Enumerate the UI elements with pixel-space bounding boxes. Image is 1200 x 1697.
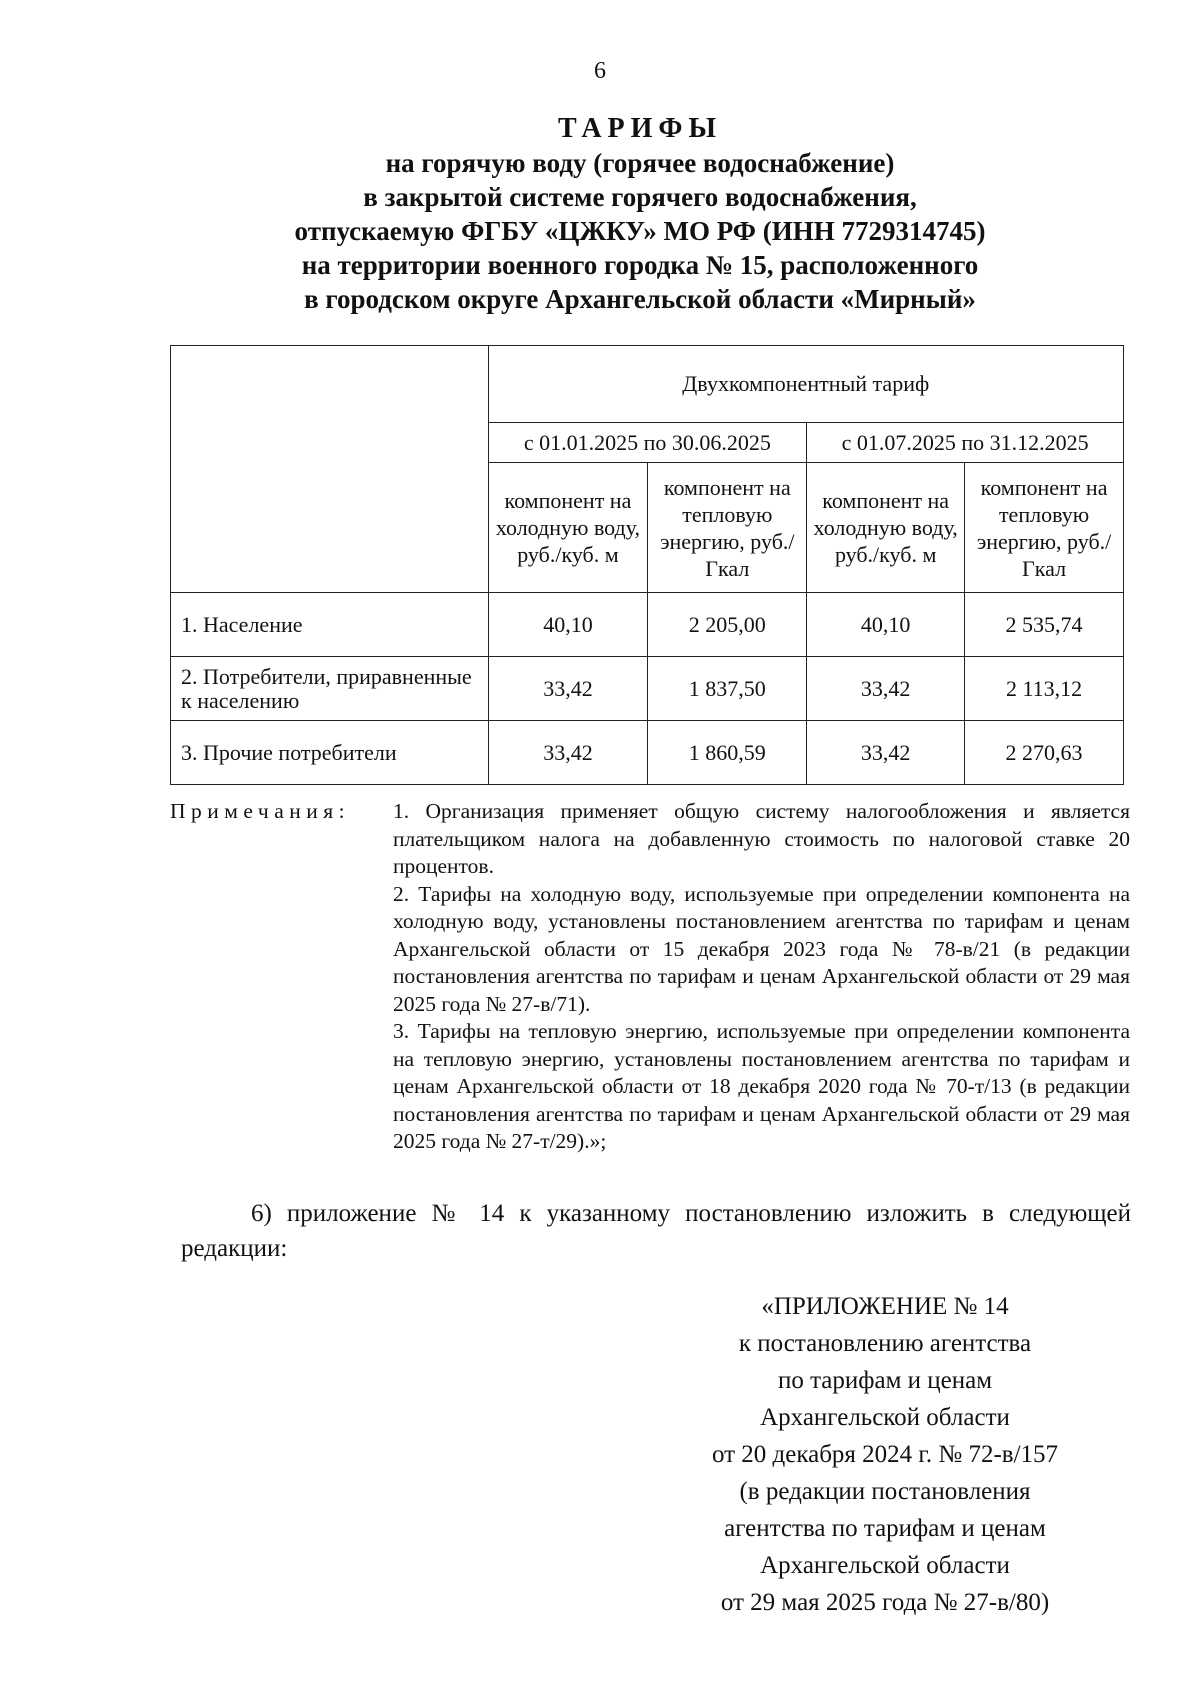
table-cell: 1 837,50: [648, 657, 807, 721]
amendment-paragraph: [181, 1196, 1131, 1266]
component-header: компонент на холодную воду, руб./куб. м: [488, 463, 648, 593]
appendix-line: к постановлению агентства: [738, 1330, 1032, 1357]
table-row: [171, 721, 1124, 785]
appendix-line: агентства по тарифам и ценам: [724, 1515, 1046, 1542]
title-line: отпускаемую ФГБУ «ЦЖКУ» МО РФ (ИНН 7729314745): [294, 216, 986, 246]
note-item: 1. Организация применяет общую систему налогообложения и является плательщиком налога на добавленную стоимость по налоговой ставке 20 процентов.: [393, 799, 1130, 878]
paragraph-text: 6) приложение № 14 к указанному постановлению изложить в следующей редакции:: [181, 1200, 1131, 1262]
table-cell: 1 860,59: [648, 721, 807, 785]
period-header: с 01.07.2025 по 31.12.2025: [807, 423, 1124, 463]
table-cell: 2 270,63: [965, 721, 1124, 785]
appendix-line: от 29 мая 2025 года № 27-в/80): [720, 1589, 1050, 1616]
title-line: на территории военного городка № 15, расположенного: [301, 250, 979, 280]
table-row: [171, 657, 1124, 721]
title-line: в городском округе Архангельской области «Мирный»: [304, 284, 976, 314]
table-cell: 33,42: [488, 721, 648, 785]
table-cell: 2 535,74: [965, 593, 1124, 657]
tariff-table: [170, 345, 1124, 785]
appendix-line: от 20 декабря 2024 г. № 72-в/157: [711, 1441, 1059, 1468]
table-cell: 33,42: [807, 657, 965, 721]
appendix-header: [655, 1288, 1115, 1621]
table-cell: 40,10: [488, 593, 648, 657]
table-row: [171, 593, 1124, 657]
row-label: 1. Население: [171, 593, 489, 657]
table-cell: 40,10: [807, 593, 965, 657]
title-line: на горячую воду (горячее водоснабжение): [385, 148, 895, 178]
notes-list: [393, 798, 1130, 1156]
component-header: компонент на тепловую энергию, руб./Гкал: [965, 463, 1124, 593]
appendix-line: Архангельской области: [760, 1552, 1010, 1579]
table-cell: 33,42: [807, 721, 965, 785]
note-item: 3. Тарифы на тепловую энергию, используемые при определении компонента на тепловую энергию, установлены постановлением агентства по тарифам и ценам Архангельской области от 18 декабря 2020 года № 70-т/13 (в редакции постановления агентства по тарифам и ценам Архангельской области от 29 мая 2025 года № 27-т/29).»;: [393, 1019, 1130, 1153]
table-cell: 33,42: [488, 657, 648, 721]
appendix-line: по тарифам и ценам: [777, 1367, 993, 1394]
title-line: в закрытой системе горячего водоснабжения,: [363, 182, 917, 212]
table-cell: 2 205,00: [648, 593, 807, 657]
row-label: 3. Прочие потребители: [171, 721, 489, 785]
notes-label: Примечания:: [170, 799, 351, 823]
page-number: 6: [594, 58, 606, 84]
component-header: компонент на тепловую энергию, руб./Гкал: [648, 463, 807, 593]
period-header: с 01.01.2025 по 30.06.2025: [488, 423, 807, 463]
component-header: компонент на холодную воду, руб./куб. м: [807, 463, 965, 593]
table-cell: 2 113,12: [965, 657, 1124, 721]
document-title: [150, 112, 1130, 316]
note-item: 2. Тарифы на холодную воду, используемые при определении компонента на холодную воду, установлены постановлением агентства по тарифам и ценам Архангельской области от 15 декабря 2023 года № 78-в/21 (в редакции постановления агентства по тарифам и ценам Архангельской области от 29 мая 2025 года № 27-в/71).: [393, 881, 1130, 1016]
appendix-line: Архангельской области: [760, 1404, 1010, 1431]
appendix-line: «ПРИЛОЖЕНИЕ № 14: [761, 1293, 1009, 1320]
group-header: Двухкомпонентный тариф: [488, 346, 1123, 423]
title-heading: ТАРИФЫ: [558, 113, 722, 144]
row-label: 2. Потребители, приравненные к населению: [171, 657, 489, 721]
table-corner-cell: [171, 346, 489, 593]
appendix-line: (в редакции постановления: [739, 1478, 1031, 1505]
